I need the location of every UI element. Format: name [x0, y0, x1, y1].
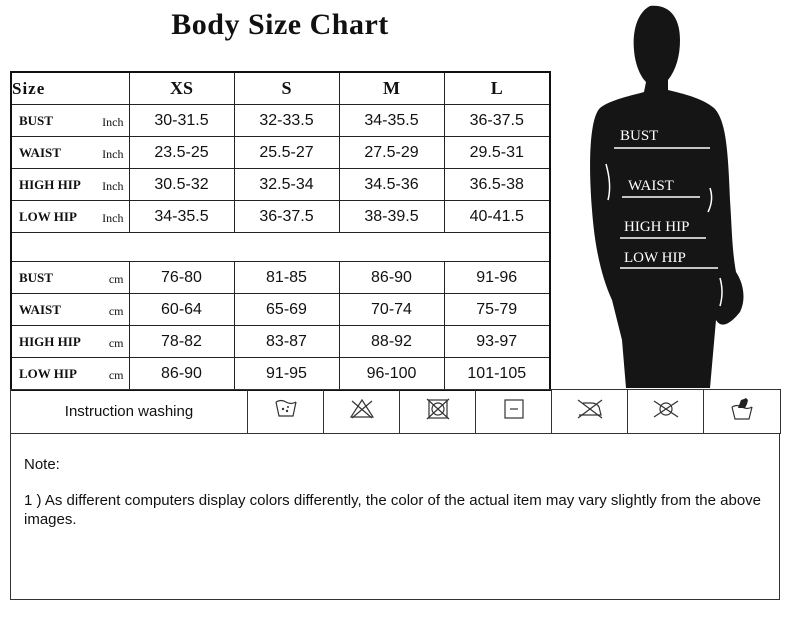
size-table — [10, 71, 551, 391]
measure-name: WAIST — [19, 301, 61, 317]
table-row — [11, 201, 550, 233]
table-cell: 34-35.5 — [339, 105, 444, 137]
measure-name: LOW HIP — [19, 365, 77, 381]
row-label — [11, 294, 129, 326]
row-label — [11, 105, 129, 137]
hand-wash-icon — [248, 390, 324, 434]
row-label — [11, 358, 129, 391]
washing-instructions — [10, 389, 781, 434]
unit-label: Inch — [102, 146, 124, 161]
table-cell: 91-95 — [234, 358, 339, 391]
table-row — [11, 358, 550, 391]
measure-name: HIGH HIP — [19, 176, 81, 192]
silhouette-label-low-hip: LOW HIP — [624, 250, 686, 266]
no-tumble-dry-icon — [400, 390, 476, 434]
separator-row — [11, 233, 550, 262]
table-cell: 36-37.5 — [444, 105, 550, 137]
table-cell: 65-69 — [234, 294, 339, 326]
table-row — [11, 326, 550, 358]
unit-label: Inch — [102, 114, 124, 129]
column-header: S — [234, 72, 339, 105]
note-title: Note: — [24, 456, 60, 473]
row-label — [11, 262, 129, 294]
unit-label: cm — [108, 335, 124, 350]
table-row — [11, 137, 550, 169]
row-label — [11, 137, 129, 169]
table-cell: 32.5-34 — [234, 169, 339, 201]
row-label — [11, 326, 129, 358]
table-cell: 34-35.5 — [129, 201, 234, 233]
table-cell: 25.5-27 — [234, 137, 339, 169]
table-row — [11, 294, 550, 326]
table-row — [11, 105, 550, 137]
table-cell: 29.5-31 — [444, 137, 550, 169]
table-cell: 101-105 — [444, 358, 550, 391]
measure-name: BUST — [19, 112, 53, 128]
table-cell: 86-90 — [339, 262, 444, 294]
hand-wash-only-icon — [704, 390, 781, 434]
silhouette-label-bust: BUST — [620, 128, 659, 144]
table-cell: 96-100 — [339, 358, 444, 391]
table-cell: 40-41.5 — [444, 201, 550, 233]
measure-name: LOW HIP — [19, 208, 77, 224]
table-cell: 36-37.5 — [234, 201, 339, 233]
size-header: Size — [11, 72, 129, 105]
table-cell: 86-90 — [129, 358, 234, 391]
dry-flat-icon — [476, 390, 552, 434]
column-header: L — [444, 72, 550, 105]
no-iron-icon — [552, 390, 628, 434]
table-header-row — [11, 72, 550, 105]
table-cell: 78-82 — [129, 326, 234, 358]
table-cell: 38-39.5 — [339, 201, 444, 233]
table-cell: 34.5-36 — [339, 169, 444, 201]
table-cell: 91-96 — [444, 262, 550, 294]
column-header: XS — [129, 72, 234, 105]
column-header: M — [339, 72, 444, 105]
unit-label: cm — [108, 271, 124, 286]
table-cell: 60-64 — [129, 294, 234, 326]
body-silhouette — [582, 0, 750, 388]
table-cell: 27.5-29 — [339, 137, 444, 169]
table-cell: 81-85 — [234, 262, 339, 294]
table-cell: 36.5-38 — [444, 169, 550, 201]
table-cell: 75-79 — [444, 294, 550, 326]
unit-label: Inch — [102, 210, 124, 225]
table-cell: 30-31.5 — [129, 105, 234, 137]
unit-label: Inch — [102, 178, 124, 193]
row-label — [11, 201, 129, 233]
table-cell: 23.5-25 — [129, 137, 234, 169]
no-bleach-icon — [324, 390, 400, 434]
chart-title: Body Size Chart — [171, 8, 389, 41]
unit-label: cm — [108, 367, 124, 382]
table-cell: 30.5-32 — [129, 169, 234, 201]
table-row — [11, 169, 550, 201]
separator-cell — [11, 233, 550, 262]
table-cell: 70-74 — [339, 294, 444, 326]
table-row — [11, 262, 550, 294]
table-cell: 32-33.5 — [234, 105, 339, 137]
measure-name: BUST — [19, 269, 53, 285]
table-cell: 93-97 — [444, 326, 550, 358]
row-label — [11, 169, 129, 201]
table-cell: 88-92 — [339, 326, 444, 358]
table-cell: 83-87 — [234, 326, 339, 358]
measure-name: WAIST — [19, 144, 61, 160]
silhouette-label-high-hip: HIGH HIP — [624, 219, 690, 235]
no-dry-clean-icon — [628, 390, 704, 434]
measure-name: HIGH HIP — [19, 333, 81, 349]
note-box — [10, 434, 780, 600]
silhouette-label-waist: WAIST — [628, 178, 674, 194]
washing-label: Instruction washing — [11, 390, 248, 434]
unit-label: cm — [108, 303, 124, 318]
table-cell: 76-80 — [129, 262, 234, 294]
note-text: 1 ) As different computers display colors differently, the color of the actual item may vary slightly from the above images. — [24, 492, 762, 528]
